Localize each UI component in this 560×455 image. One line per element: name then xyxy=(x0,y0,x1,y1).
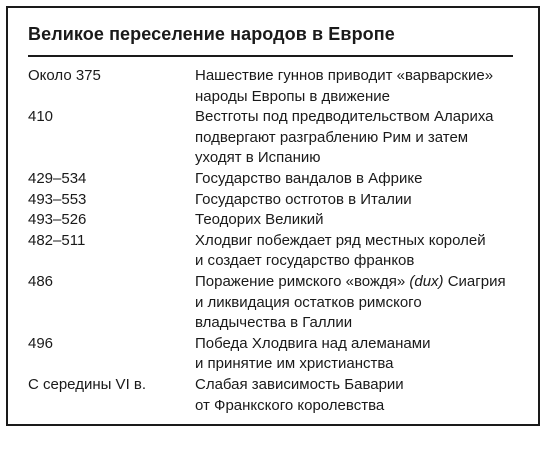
row-date: 493–526 xyxy=(28,211,87,229)
table-title: Великое переселение народов в Европе xyxy=(28,24,395,44)
timeline-rows xyxy=(28,66,528,416)
table-frame xyxy=(6,6,540,426)
event-line: подвергают разграблению Рим и затем xyxy=(195,128,469,146)
event-line: Государство вандалов в Африке xyxy=(195,169,423,187)
event-italic-term: (dux) xyxy=(409,272,444,290)
event-line: Победа Хлодвига над алеманами xyxy=(195,334,431,352)
event-line: от Франкского королевства xyxy=(195,396,385,414)
row-date: 429–534 xyxy=(28,169,87,187)
event-line: народы Европы в движение xyxy=(195,87,391,105)
table-row xyxy=(28,375,528,416)
table-row xyxy=(28,231,528,272)
row-event xyxy=(195,334,528,375)
event-line: и создает государство франков xyxy=(195,252,415,270)
event-line: и принятие им христианства xyxy=(195,355,394,373)
row-date: 482–511 xyxy=(28,231,86,249)
row-event xyxy=(195,190,528,211)
row-event xyxy=(195,210,528,231)
event-line: уходят в Испанию xyxy=(195,149,321,167)
event-text: Поражение римского «вождя» xyxy=(195,272,410,290)
row-event xyxy=(195,375,528,416)
event-line: владычества в Галлии xyxy=(195,314,353,332)
row-date: 496 xyxy=(28,334,54,352)
row-event xyxy=(195,169,528,190)
event-line: Хлодвиг побеждает ряд местных королей xyxy=(195,231,486,249)
event-line: Теодорих Великий xyxy=(195,211,324,229)
row-event xyxy=(195,272,528,334)
table-row xyxy=(28,210,528,231)
row-event xyxy=(195,66,528,107)
row-date: 486 xyxy=(28,272,54,290)
event-line: Государство остготов в Италии xyxy=(195,190,412,208)
row-date: Около 375 xyxy=(28,67,101,84)
event-line: Нашествие гуннов приводит «варварские» xyxy=(195,67,494,84)
table-row xyxy=(28,107,528,169)
table-row xyxy=(28,66,528,107)
row-date: 493–553 xyxy=(28,190,87,208)
event-line: Слабая зависимость Баварии xyxy=(195,375,404,393)
event-line xyxy=(195,272,528,293)
event-text: Сиагрия xyxy=(443,272,506,290)
table-row xyxy=(28,169,528,190)
row-event xyxy=(195,107,528,169)
row-date: 410 xyxy=(28,108,54,126)
row-date: С середины VI в. xyxy=(28,375,147,393)
event-line: и ликвидация остатков римского xyxy=(195,293,422,311)
title-divider xyxy=(28,55,513,57)
event-line: Вестготы под предводительством Алариха xyxy=(195,108,494,126)
table-row xyxy=(28,272,528,334)
row-event xyxy=(195,231,528,272)
table-row xyxy=(28,190,528,211)
table-row xyxy=(28,334,528,375)
